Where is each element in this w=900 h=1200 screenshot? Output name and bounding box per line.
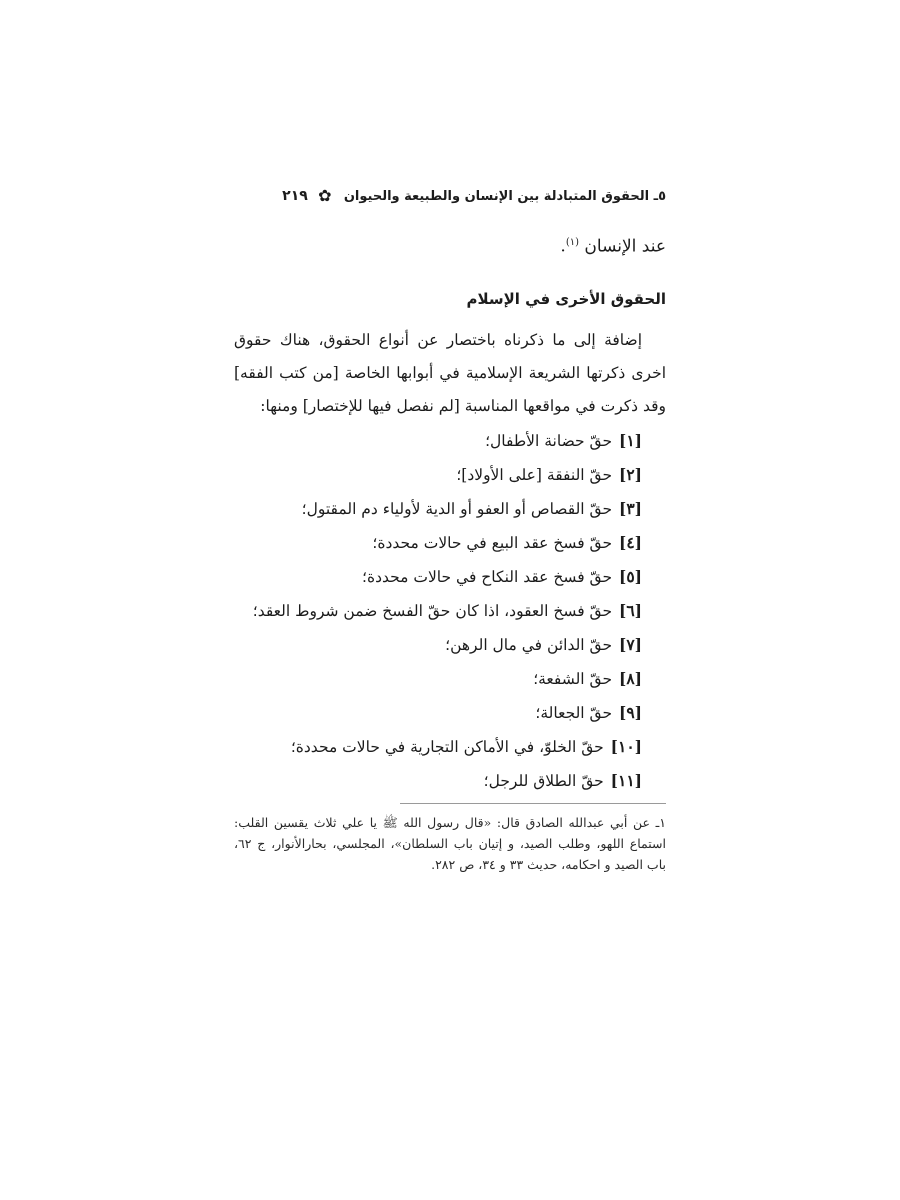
list-item-number: [١] <box>618 431 642 450</box>
list-item <box>234 526 642 560</box>
list-item <box>234 764 642 798</box>
list-item <box>234 424 642 458</box>
list-item-text: حقّ الشفعة؛ <box>533 670 613 688</box>
footnote-marker: (١) <box>565 237 579 248</box>
list-item-text: حقّ فسخ عقد النكاح في حالات محددة؛ <box>362 568 613 586</box>
list-item <box>234 628 642 662</box>
list-item-text: حقّ النفقة [على الأولاد]؛ <box>456 466 613 484</box>
list-item-number: [٨] <box>618 669 642 688</box>
intro-paragraph: إضافة إلى ما ذكرناه باختصار عن أنواع الحقوق، هناك حقوق اخرى ذكرتها الشريعة الإسلامية في أبوابها الخاصة [من كتب الفقه] وقد ذكرت في مواقعها المناسبة [لم نفصل فيها للإختصار] ومنها: <box>234 331 666 415</box>
list-item-text: حقّ فسخ العقود، اذا كان حقّ الفسخ ضمن شروط العقد؛ <box>252 602 613 620</box>
running-header <box>232 184 666 208</box>
list-item-number: [٣] <box>618 499 642 518</box>
continuation-text: عند الإنسان <box>584 236 666 257</box>
list-item-number: [٢] <box>618 465 642 484</box>
page-number: ٢١٩ <box>282 188 308 204</box>
list-item-number: [٧] <box>618 635 642 654</box>
list-item-number: [١١] <box>610 771 642 790</box>
continuation-trailing: . <box>560 236 566 257</box>
list-item-text: حقّ الجعالة؛ <box>535 704 613 722</box>
footnote-divider <box>400 803 666 804</box>
flower-ornament-icon: ✿ <box>318 186 332 205</box>
list-item-text: حقّ الطلاق للرجل؛ <box>483 772 604 790</box>
list-item-text: حقّ الدائن في مال الرهن؛ <box>445 636 613 654</box>
footnote: ١ـ عن أبي عبدالله الصادق قال: «قال رسول الله ﷺ يا علي ثلاث يقسين القلب: استماع اللهو، وطلب الصيد، و إتيان باب السلطان»، المجلسي، بحارالأنوار، ج ٦٢، باب الصيد و احكامه، حديث ٣٣ و ٣٤، ص ٢٨٢. <box>234 815 666 872</box>
list-item <box>234 458 642 492</box>
list-item <box>234 730 642 764</box>
header-title: ٥ـ الحقوق المتبادلة بين الإنسان والطبيعة والحيوان <box>343 188 666 204</box>
list-item-text: حقّ القصاص أو العفو أو الدية لأولياء دم المقتول؛ <box>301 500 613 518</box>
list-item-text: حقّ الخلوّ، في الأماكن التجارية في حالات محددة؛ <box>290 738 604 756</box>
list-item <box>234 662 642 696</box>
list-item <box>234 696 642 730</box>
list-item-number: [٦] <box>618 601 642 620</box>
section-heading: الحقوق الأخرى في الإسلام <box>466 290 666 308</box>
rights-list <box>234 424 666 798</box>
continuation-line <box>234 228 666 262</box>
list-item <box>234 492 642 526</box>
list-item-text: حقّ فسخ عقد البيع في حالات محددة؛ <box>372 534 613 552</box>
list-item-number: [٤] <box>618 533 642 552</box>
list-item-number: [١٠] <box>610 737 642 756</box>
list-item-number: [٩] <box>618 703 642 722</box>
list-item <box>234 594 642 628</box>
list-item-number: [٥] <box>618 567 642 586</box>
list-item-text: حقّ حضانة الأطفال؛ <box>485 432 613 450</box>
list-item <box>234 560 642 594</box>
